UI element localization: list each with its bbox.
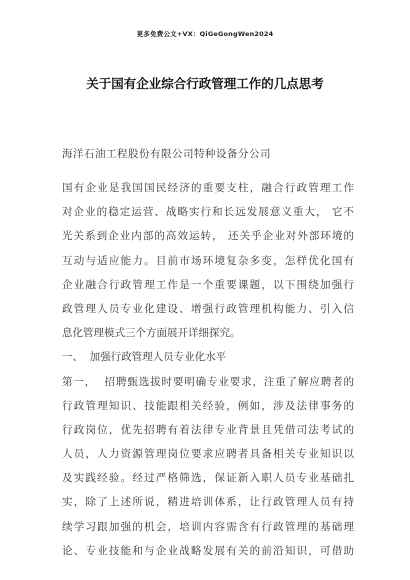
section-heading-1: 一、 加强行政管理人员专业化水平 [62,351,227,364]
paragraph-line: 互动与适应能力。目前市场环境复杂多变，怎样优化国有 [62,254,354,267]
paragraph-line: 实，除了上述所说，精进培训体系，让行政管理人员有持 [62,496,354,509]
paragraph-line: 政管理人员专业化建设、增强行政管理机构能力、引入信 [62,302,354,315]
paragraph-line: 对企业的稳定运营、战略实行和长远发展意义重大， 它不 [62,206,354,219]
paragraph-line: 论、专业技能和与企业战略发展有关的前沿知识，可借助 [62,544,354,557]
organization-name: 海洋石油工程股份有限公司特种设备分公司 [62,148,271,160]
body-paragraph-1 [62,176,354,563]
paragraph-line: 企业融合行政管理工作是一个重要课题，以下围绕加强行 [62,278,354,291]
paragraph-line: 第一， 招聘甄选拔时要明确专业要求，注重了解应聘者的 [62,375,354,388]
page-header: 更多免费公文+VX：QiGeGongWen2024 [136,30,274,38]
paragraph-line: 续学习跟加强的机会，培训内容需含有行政管理的基础理 [62,520,354,533]
document-title: 关于国有企业综合行政管理工作的几点思考 [86,76,324,91]
paragraph-line: 息化管理模式三个方面展开详细探究。 [62,327,241,340]
paragraph-line: 行政岗位，优先招聘有着法律专业背景且凭借司法考试的 [62,423,354,436]
paragraph-line: 人员，人力资源管理岗位要求应聘者具备相关专业知识以 [62,448,354,461]
paragraph-line: 行政管理知识、技能跟相关经验，例如，涉及法律事务的 [62,399,354,412]
paragraph-line: 光关系到企业内部的高效运转， 还关乎企业对外部环境的 [62,230,354,243]
paragraph-line: 国有企业是我国国民经济的重要支柱，融合行政管理工作 [62,182,354,194]
paragraph-line: 及实践经验。经过严格筛选，保证新入职人员专业基础扎 [62,472,354,485]
